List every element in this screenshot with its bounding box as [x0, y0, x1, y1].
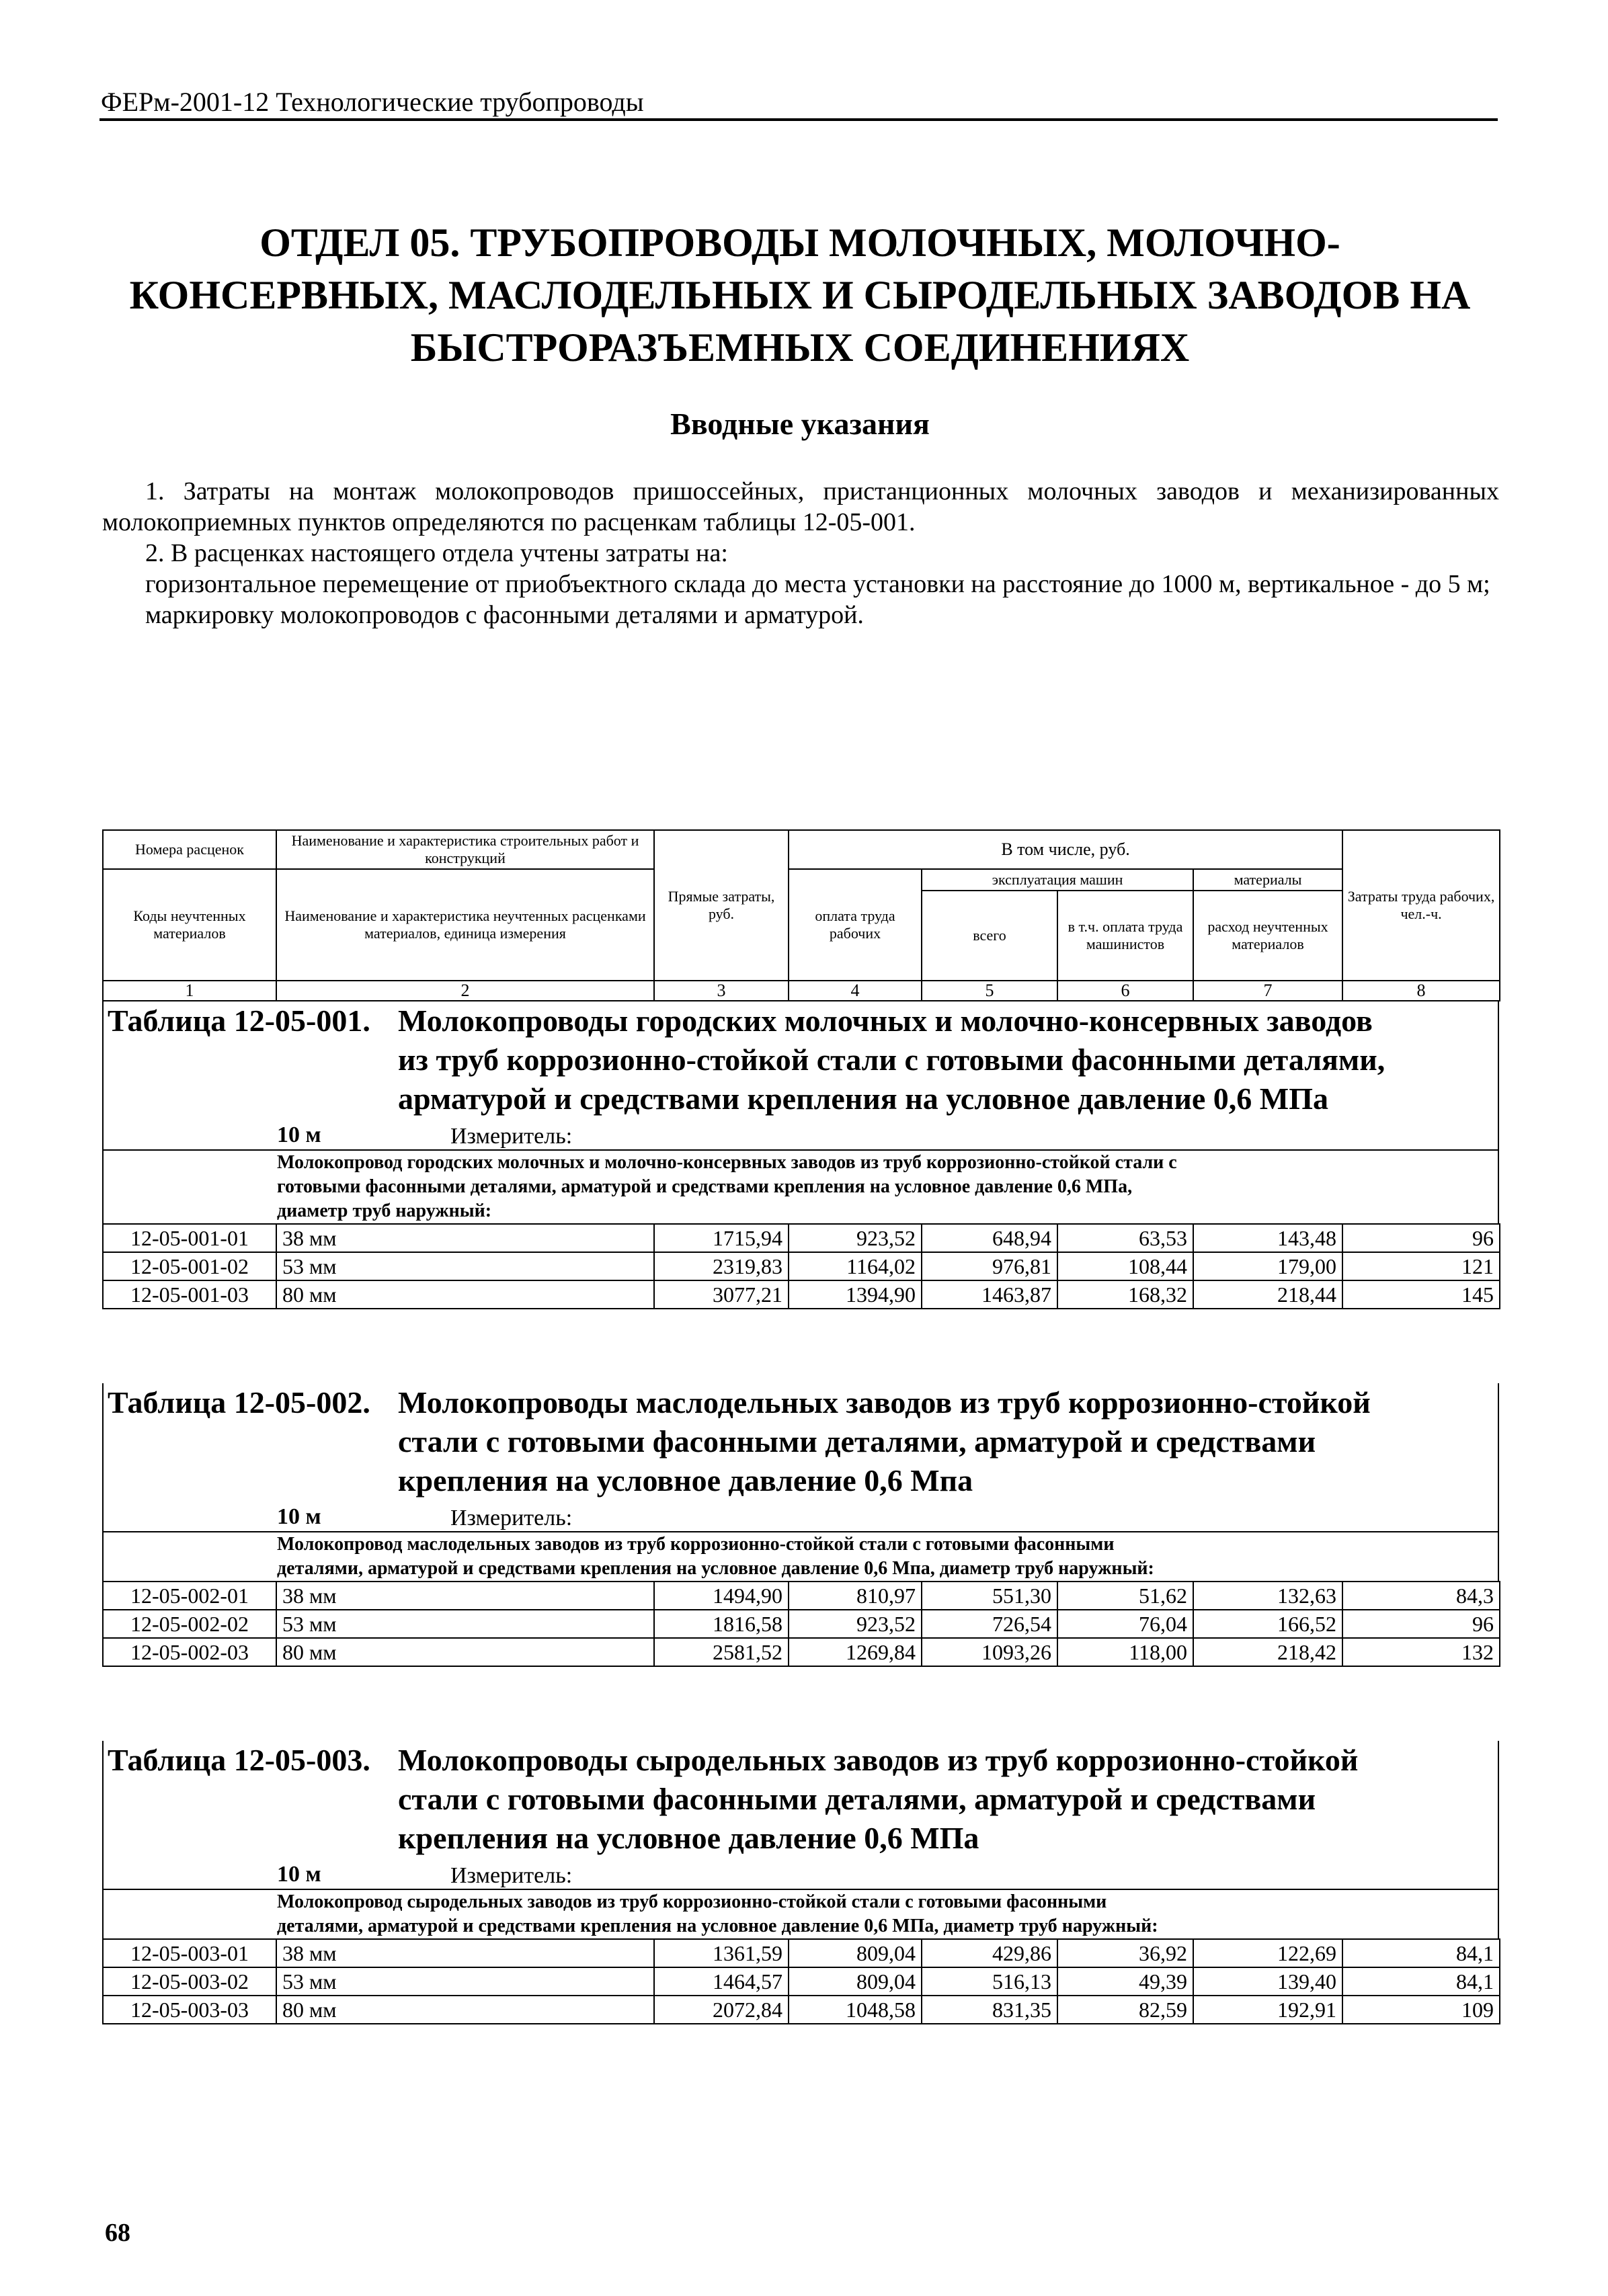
measure-label: Измеритель: [450, 1506, 573, 1530]
column-number: 2 [276, 981, 654, 1001]
column-number: 8 [1342, 981, 1500, 1001]
materials-cost: 179,00 [1193, 1252, 1342, 1280]
labor-cost: 1394,90 [789, 1280, 922, 1309]
labor-hours: 84,1 [1342, 1967, 1500, 1996]
table-title-line: Молокопроводы сыродельных заводов из труб коррозионно-стойкой [398, 1743, 1359, 1777]
operator-cost: 76,04 [1057, 1610, 1193, 1638]
machine-cost: 831,35 [922, 1996, 1057, 2024]
materials-header: материалы [1193, 869, 1342, 891]
pipe-diameter: 38 мм [276, 1939, 654, 1967]
column-header-table [102, 829, 1500, 1001]
page-number: 68 [105, 2219, 130, 2247]
table-row [103, 1224, 1500, 1252]
table-number: Таблица 12-05-001. [108, 1003, 370, 1038]
operator-cost: 82,59 [1057, 1996, 1193, 2024]
group-header: В том числе, руб. [789, 830, 1342, 869]
pipe-diameter: 38 мм [276, 1582, 654, 1610]
machine-cost: 551,30 [922, 1582, 1057, 1610]
machine-cost: 516,13 [922, 1967, 1057, 1996]
table-row [103, 1252, 1500, 1280]
direct-cost: 1816,58 [654, 1610, 789, 1638]
direct-cost: 2072,84 [654, 1996, 789, 2024]
rate-code: 12-05-003-03 [103, 1996, 276, 2024]
labor-cost: 1269,84 [789, 1638, 922, 1666]
labor-hours: 145 [1342, 1280, 1500, 1309]
direct-cost: 1494,90 [654, 1582, 789, 1610]
column-number: 4 [789, 981, 922, 1001]
table-title [102, 1383, 1499, 1503]
pipe-diameter: 38 мм [276, 1224, 654, 1252]
intro-paragraph: маркировку молокопроводов с фасонными деталями и арматурой. [145, 601, 864, 629]
measure-value: 10 м [277, 1504, 321, 1529]
table-title [102, 1741, 1499, 1860]
rate-code: 12-05-002-03 [103, 1638, 276, 1666]
operator-cost: 63,53 [1057, 1224, 1193, 1252]
labor-cost: 1048,58 [789, 1996, 922, 2024]
col6-header: в т.ч. оплата труда машинистов [1057, 891, 1193, 981]
work-description [102, 1889, 1499, 1938]
pipe-diameter: 80 мм [276, 1996, 654, 2024]
description-line: деталями, арматурой и средствами крепления на условное давление 0,6 МПа, диаметр труб наружный: [277, 1916, 1158, 1936]
table-number: Таблица 12-05-003. [108, 1743, 370, 1777]
machine-cost: 429,86 [922, 1939, 1057, 1967]
labor-cost: 809,04 [789, 1939, 922, 1967]
table-title-line: арматурой и средствами крепления на условное давление 0,6 МПа [398, 1081, 1328, 1116]
operator-cost: 118,00 [1057, 1638, 1193, 1666]
measure-row [102, 1503, 1499, 1531]
header-rule [99, 118, 1498, 121]
materials-cost: 139,40 [1193, 1967, 1342, 1996]
table-number: Таблица 12-05-002. [108, 1385, 370, 1420]
rate-code: 12-05-001-03 [103, 1280, 276, 1309]
labor-hours: 84,1 [1342, 1939, 1500, 1967]
direct-cost: 2581,52 [654, 1638, 789, 1666]
measure-row [102, 1121, 1499, 1149]
col4-header: оплата труда рабочих [789, 869, 922, 981]
col5-header: всего [922, 891, 1057, 981]
measure-row [102, 1860, 1499, 1889]
rate-code: 12-05-002-02 [103, 1610, 276, 1638]
description-line: готовыми фасонными деталями, арматурой и средствами крепления на условное давление 0,6 МПа, [277, 1176, 1133, 1197]
work-description [102, 1531, 1499, 1581]
rate-code: 12-05-001-02 [103, 1252, 276, 1280]
intro-heading: Вводные указания [670, 407, 930, 441]
col3-header: Прямые затраты, руб. [654, 830, 789, 981]
labor-hours: 84,3 [1342, 1582, 1500, 1610]
measure-value: 10 м [277, 1122, 321, 1147]
measure-value: 10 м [277, 1862, 321, 1887]
labor-hours: 96 [1342, 1610, 1500, 1638]
measure-label: Измеритель: [450, 1863, 573, 1888]
pipe-diameter: 53 мм [276, 1610, 654, 1638]
measure-label: Измеритель: [450, 1124, 573, 1149]
machine-cost: 1093,26 [922, 1638, 1057, 1666]
col1-header-bottom: Коды неучтенных материалов [103, 869, 276, 981]
rate-code: 12-05-001-01 [103, 1224, 276, 1252]
intro-paragraph: горизонтальное перемещение от приобъектного склада до места установки на расстояние до 1000 м, вертикальное - до 5 м; [145, 570, 1490, 598]
col2-header-bottom: Наименование и характеристика неучтенных расценками материалов, единица измерения [276, 869, 654, 981]
section-title [101, 216, 1499, 374]
materials-cost: 122,69 [1193, 1939, 1342, 1967]
table-row [103, 1280, 1500, 1309]
operator-cost: 168,32 [1057, 1280, 1193, 1309]
operator-cost: 51,62 [1057, 1582, 1193, 1610]
materials-cost: 166,52 [1193, 1610, 1342, 1638]
operator-cost: 49,39 [1057, 1967, 1193, 1996]
col2-header-top: Наименование и характеристика строительных работ и конструкций [276, 830, 654, 869]
section-title-line: БЫСТРОРАЗЪЕМНЫХ СОЕДИНЕНИЯХ [410, 325, 1190, 370]
rate-code: 12-05-003-01 [103, 1939, 276, 1967]
table-12-05-003 [102, 1741, 1499, 2024]
col1-header-top: Номера расценок [103, 830, 276, 869]
description-line: Молокопровод маслодельных заводов из труб коррозионно-стойкой стали с готовыми фасонными [277, 1534, 1115, 1555]
table-title-line: стали с готовыми фасонными деталями, арматурой и средствами [398, 1424, 1316, 1459]
section-title-line: ОТДЕЛ 05. ТРУБОПРОВОДЫ МОЛОЧНЫХ, МОЛОЧНО- [259, 220, 1340, 265]
table-row [103, 1967, 1500, 1996]
labor-cost: 809,04 [789, 1967, 922, 1996]
description-line: Молокопровод городских молочных и молочно-консервных заводов из труб коррозионно-стойкой стали с [277, 1152, 1177, 1173]
machine-cost: 976,81 [922, 1252, 1057, 1280]
work-description [102, 1149, 1499, 1223]
column-number: 3 [654, 981, 789, 1001]
table-title-line: Молокопроводы городских молочных и молочно-консервных заводов [398, 1003, 1373, 1038]
materials-cost: 143,48 [1193, 1224, 1342, 1252]
column-number: 1 [103, 981, 276, 1001]
description-line: диаметр труб наружный: [277, 1200, 492, 1221]
direct-cost: 3077,21 [654, 1280, 789, 1309]
labor-cost: 923,52 [789, 1224, 922, 1252]
pipe-diameter: 80 мм [276, 1638, 654, 1666]
intro-text [102, 476, 1499, 630]
table-title-line: из труб коррозионно-стойкой стали с готовыми фасонными деталями, [398, 1042, 1385, 1077]
table-title-line: крепления на условное давление 0,6 Мпа [398, 1463, 973, 1498]
price-rows [102, 1581, 1500, 1667]
labor-hours: 109 [1342, 1996, 1500, 2024]
direct-cost: 1464,57 [654, 1967, 789, 1996]
intro-paragraph: 2. В расценках настоящего отдела учтены затраты на: [145, 539, 728, 567]
table-row [103, 1996, 1500, 2024]
labor-cost: 810,97 [789, 1582, 922, 1610]
labor-hours: 121 [1342, 1252, 1500, 1280]
table-12-05-001 [102, 1001, 1499, 1309]
table-row [103, 1638, 1500, 1666]
rate-code: 12-05-002-01 [103, 1582, 276, 1610]
pipe-diameter: 53 мм [276, 1252, 654, 1280]
col8-header: Затраты труда рабочих, чел.-ч. [1342, 830, 1500, 981]
direct-cost: 1715,94 [654, 1224, 789, 1252]
section-title-line: КОНСЕРВНЫХ, МАСЛОДЕЛЬНЫХ И СЫРОДЕЛЬНЫХ ЗАВОДОВ НА [129, 273, 1471, 317]
table-row [103, 1610, 1500, 1638]
pipe-diameter: 80 мм [276, 1280, 654, 1309]
machine-cost: 726,54 [922, 1610, 1057, 1638]
column-number: 7 [1193, 981, 1342, 1001]
price-rows [102, 1223, 1500, 1309]
machine-cost: 648,94 [922, 1224, 1057, 1252]
table-title-line: крепления на условное давление 0,6 МПа [398, 1821, 979, 1855]
running-header: ФЕРм-2001-12 Технологические трубопроводы [101, 87, 644, 117]
pipe-diameter: 53 мм [276, 1967, 654, 1996]
direct-cost: 2319,83 [654, 1252, 789, 1280]
materials-cost: 132,63 [1193, 1582, 1342, 1610]
table-title-line: стали с готовыми фасонными деталями, арматурой и средствами [398, 1782, 1316, 1816]
intro-paragraph: 1. Затраты на монтаж молокопроводов пришоссейных, пристанционных молочных заводов и механизированных молокоприемных пунктов определяются по расценкам таблицы 12-05-001. [102, 477, 1499, 536]
table-title-line: Молокопроводы маслодельных заводов из труб коррозионно-стойкой [398, 1385, 1371, 1420]
col7-header: расход неучтенных материалов [1193, 891, 1342, 981]
materials-cost: 192,91 [1193, 1996, 1342, 2024]
column-number: 6 [1057, 981, 1193, 1001]
table-title [102, 1001, 1499, 1121]
rate-code: 12-05-003-02 [103, 1967, 276, 1996]
labor-cost: 923,52 [789, 1610, 922, 1638]
operator-cost: 108,44 [1057, 1252, 1193, 1280]
labor-hours: 132 [1342, 1638, 1500, 1666]
description-line: деталями, арматурой и средствами крепления на условное давление 0,6 Мпа, диаметр труб наружный: [277, 1558, 1154, 1579]
description-line: Молокопровод сыродельных заводов из труб коррозионно-стойкой стали с готовыми фасонными [277, 1891, 1107, 1912]
direct-cost: 1361,59 [654, 1939, 789, 1967]
operator-cost: 36,92 [1057, 1939, 1193, 1967]
labor-cost: 1164,02 [789, 1252, 922, 1280]
column-number: 5 [922, 981, 1057, 1001]
table-12-05-002 [102, 1383, 1499, 1667]
labor-hours: 96 [1342, 1224, 1500, 1252]
materials-cost: 218,44 [1193, 1280, 1342, 1309]
table-row [103, 1939, 1500, 1967]
machines-header: эксплуатация машин [922, 869, 1193, 891]
price-rows [102, 1938, 1500, 2024]
machine-cost: 1463,87 [922, 1280, 1057, 1309]
table-row [103, 1582, 1500, 1610]
materials-cost: 218,42 [1193, 1638, 1342, 1666]
